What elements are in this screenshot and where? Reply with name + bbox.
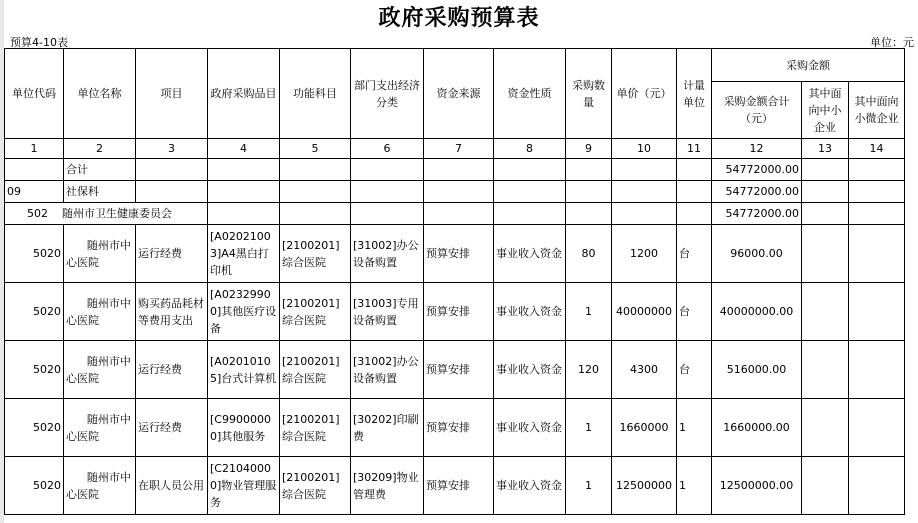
cell-price: 12500000 [612, 457, 677, 515]
cell-func-subject: [2100201]综合医院 [280, 341, 351, 399]
cell-gov-item: [C21040000]物业管理服务 [208, 457, 280, 515]
column-number: 10 [612, 139, 677, 159]
table-row [5, 225, 905, 283]
empty-cell [136, 159, 208, 181]
header-qty: 采购数量 [566, 49, 612, 139]
summary-code: 502 [27, 207, 48, 220]
empty-cell [136, 181, 208, 203]
header-amount-total: 采购金额合计（元） [712, 82, 802, 139]
empty-cell [849, 181, 905, 203]
column-number: 2 [64, 139, 136, 159]
empty-cell [612, 181, 677, 203]
empty-cell [802, 203, 849, 225]
page-title: 政府采购预算表 [378, 6, 540, 31]
cell-amount: 40000000.00 [712, 283, 802, 341]
header-econ-class: 部门支出经济分类 [351, 49, 424, 139]
column-number: 1 [5, 139, 64, 159]
cell-fund-source: 预算安排 [424, 457, 494, 515]
cell-price: 4300 [612, 341, 677, 399]
summary-code: 09 [5, 181, 64, 203]
header-unit-name: 单位名称 [64, 49, 136, 139]
cell-micro [849, 399, 905, 457]
empty-cell [802, 159, 849, 181]
cell-project: 在职人员公用 [136, 457, 208, 515]
cell-measure: 台 [677, 341, 712, 399]
cell-amount: 12500000.00 [712, 457, 802, 515]
summary-row [5, 203, 905, 225]
empty-cell [424, 203, 494, 225]
column-number: 14 [849, 139, 905, 159]
cell-amount: 1660000.00 [712, 399, 802, 457]
cell-sme [802, 399, 849, 457]
cell-measure: 台 [677, 283, 712, 341]
cell-fund-nature: 事业收入资金 [494, 399, 566, 457]
summary-code [5, 159, 64, 181]
empty-cell [849, 159, 905, 181]
cell-qty: 120 [566, 341, 612, 399]
cell-sme [802, 225, 849, 283]
empty-cell [802, 181, 849, 203]
cell-fund-nature: 事业收入资金 [494, 225, 566, 283]
summary-name: 合计 [64, 159, 136, 181]
cell-unit-name: 随州市中心医院 [64, 399, 136, 457]
cell-project: 运行经费 [136, 225, 208, 283]
empty-cell [280, 159, 351, 181]
cell-fund-source: 预算安排 [424, 225, 494, 283]
header-fund-nature: 资金性质 [494, 49, 566, 139]
empty-cell [424, 181, 494, 203]
empty-cell [424, 159, 494, 181]
summary-amount: 54772000.00 [712, 159, 802, 181]
summary-row [5, 159, 905, 181]
cell-func-subject: [2100201]综合医院 [280, 283, 351, 341]
table-row [5, 399, 905, 457]
cell-unit-name: 随州市中心医院 [64, 283, 136, 341]
header-measure: 计量单位 [677, 49, 712, 139]
column-number-row [5, 139, 905, 159]
column-number: 12 [712, 139, 802, 159]
empty-cell [612, 203, 677, 225]
cell-econ-class: [31002]办公设备购置 [351, 225, 424, 283]
header-func-subject: 功能科目 [280, 49, 351, 139]
cell-econ-class: [30202]印刷费 [351, 399, 424, 457]
cell-fund-nature: 事业收入资金 [494, 341, 566, 399]
header-gov-item: 政府采购品目 [208, 49, 280, 139]
header-amount-group: 采购金额 [712, 49, 905, 82]
summary-row [5, 181, 905, 203]
column-number: 6 [351, 139, 424, 159]
empty-cell [494, 203, 566, 225]
cell-project: 购买药品耗材等费用支出 [136, 283, 208, 341]
header-price: 单价（元） [612, 49, 677, 139]
empty-cell [351, 181, 424, 203]
column-number: 9 [566, 139, 612, 159]
empty-cell [208, 181, 280, 203]
summary-amount: 54772000.00 [712, 203, 802, 225]
cell-econ-class: [31003]专用设备购置 [351, 283, 424, 341]
empty-cell [351, 159, 424, 181]
cell-amount: 96000.00 [712, 225, 802, 283]
cell-gov-item: [A02010105]台式计算机 [208, 341, 280, 399]
empty-cell [208, 159, 280, 181]
table-row [5, 341, 905, 399]
empty-cell [566, 203, 612, 225]
cell-unit-code: 5020 [5, 457, 64, 515]
cell-price: 1660000 [612, 399, 677, 457]
header-project: 项目 [136, 49, 208, 139]
cell-fund-source: 预算安排 [424, 341, 494, 399]
column-number: 8 [494, 139, 566, 159]
cell-fund-source: 预算安排 [424, 399, 494, 457]
table-number: 预算4-10表 [10, 36, 68, 49]
cell-amount: 516000.00 [712, 341, 802, 399]
summary-name: 社保科 [64, 181, 136, 203]
header-sme: 其中面向中小企业 [802, 82, 849, 139]
cell-unit-code: 5020 [5, 225, 64, 283]
header-unit-code: 单位代码 [5, 49, 64, 139]
empty-cell [494, 159, 566, 181]
cell-func-subject: [2100201]综合医院 [280, 399, 351, 457]
column-number: 7 [424, 139, 494, 159]
cell-econ-class: [30209]物业管理费 [351, 457, 424, 515]
cell-sme [802, 457, 849, 515]
empty-cell [351, 203, 424, 225]
cell-econ-class: [31002]办公设备购置 [351, 341, 424, 399]
column-number: 11 [677, 139, 712, 159]
cell-unit-code: 5020 [5, 399, 64, 457]
cell-gov-item: [A02021003]A4黑白打印机 [208, 225, 280, 283]
cell-unit-name: 随州市中心医院 [64, 225, 136, 283]
table-row [5, 457, 905, 515]
empty-cell [677, 203, 712, 225]
cell-unit-code: 5020 [5, 341, 64, 399]
summary-name: 随州市卫生健康委员会 [62, 207, 172, 220]
cell-price: 1200 [612, 225, 677, 283]
cell-fund-source: 预算安排 [424, 283, 494, 341]
cell-measure: 1 [677, 399, 712, 457]
empty-cell [494, 181, 566, 203]
cell-sme [802, 283, 849, 341]
cell-sme [802, 341, 849, 399]
cell-micro [849, 225, 905, 283]
cell-gov-item: [A02329900]其他医疗设备 [208, 283, 280, 341]
cell-qty: 1 [566, 283, 612, 341]
empty-cell [208, 203, 280, 225]
cell-unit-code: 5020 [5, 283, 64, 341]
cell-qty: 1 [566, 399, 612, 457]
table-row [5, 283, 905, 341]
empty-cell [280, 181, 351, 203]
empty-cell [566, 159, 612, 181]
cell-micro [849, 283, 905, 341]
header-fund-source: 资金来源 [424, 49, 494, 139]
summary-amount: 54772000.00 [712, 181, 802, 203]
cell-measure: 台 [677, 225, 712, 283]
cell-unit-name: 随州市中心医院 [64, 457, 136, 515]
cell-micro [849, 341, 905, 399]
header-micro: 其中面向小微企业 [849, 82, 905, 139]
empty-cell [612, 159, 677, 181]
column-number: 4 [208, 139, 280, 159]
cell-fund-nature: 事业收入资金 [494, 283, 566, 341]
column-number: 3 [136, 139, 208, 159]
cell-project: 运行经费 [136, 399, 208, 457]
unit-label: 单位：元 [870, 36, 914, 49]
cell-price: 40000000 [612, 283, 677, 341]
empty-cell [677, 159, 712, 181]
summary-code-name [5, 203, 208, 225]
empty-cell [280, 203, 351, 225]
empty-cell [566, 181, 612, 203]
cell-fund-nature: 事业收入资金 [494, 457, 566, 515]
empty-cell [849, 203, 905, 225]
procurement-budget-table [4, 48, 905, 515]
cell-qty: 80 [566, 225, 612, 283]
empty-cell [677, 181, 712, 203]
cell-unit-name: 随州市中心医院 [64, 341, 136, 399]
cell-measure: 1 [677, 457, 712, 515]
cell-func-subject: [2100201]综合医院 [280, 225, 351, 283]
cell-project: 运行经费 [136, 341, 208, 399]
cell-gov-item: [C99000000]其他服务 [208, 399, 280, 457]
column-number: 5 [280, 139, 351, 159]
cell-qty: 1 [566, 457, 612, 515]
column-number: 13 [802, 139, 849, 159]
cell-micro [849, 457, 905, 515]
cell-func-subject: [2100201]综合医院 [280, 457, 351, 515]
